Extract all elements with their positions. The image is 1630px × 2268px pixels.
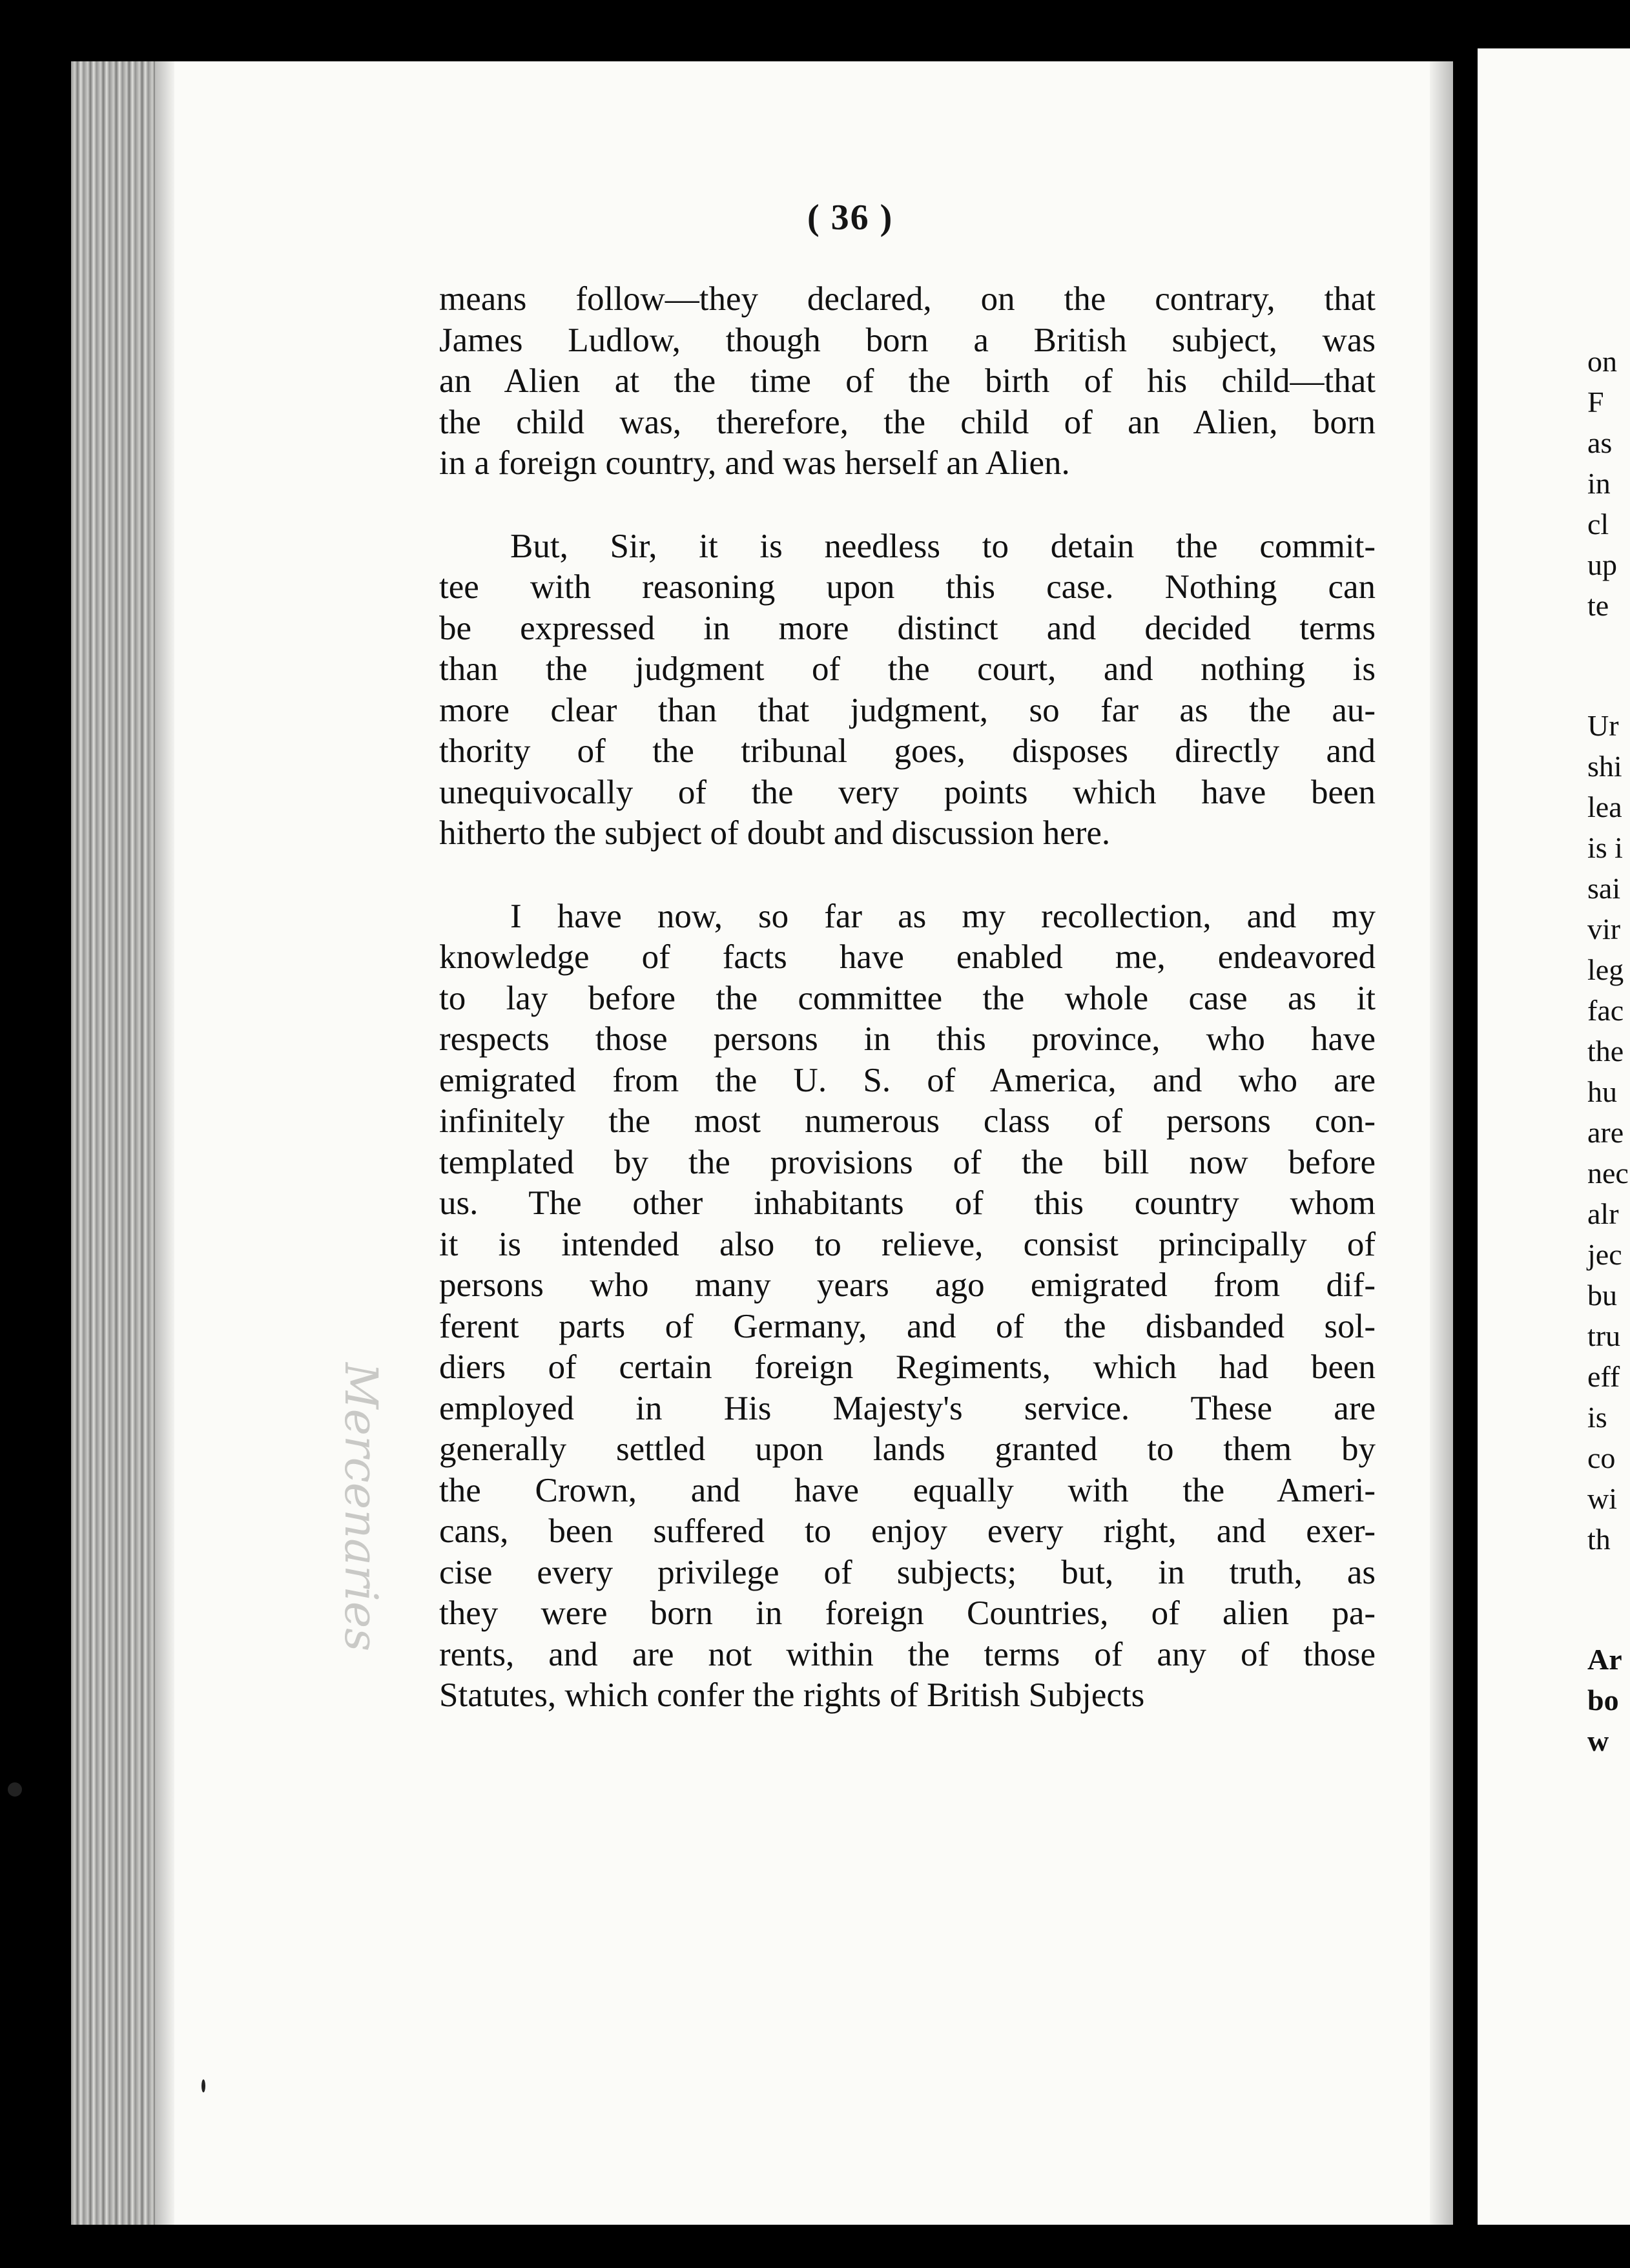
facing-fragment: alr: [1587, 1197, 1619, 1230]
text-line: us. The other inhabitants of this country whom: [439, 1184, 1376, 1222]
text-line: rents, and are not within the terms of any of those: [439, 1635, 1376, 1673]
facing-fragment: nec: [1587, 1157, 1629, 1190]
text-line: diers of certain foreign Regiments, which had been: [439, 1348, 1376, 1386]
facing-page: [1478, 48, 1630, 2225]
text-line: the Crown, and have equally with the Ameri-: [439, 1471, 1376, 1509]
facing-fragment: sai: [1587, 872, 1621, 905]
text-line: ferent parts of Germany, and of the disbanded sol-: [439, 1307, 1376, 1345]
scan-dust-speck: [201, 2079, 205, 2092]
text-line: the child was, therefore, the child of an Alien, born: [439, 403, 1376, 441]
scan-dust-speck: [8, 1782, 22, 1797]
facing-fragment: th: [1587, 1523, 1611, 1556]
text-line: templated by the provisions of the bill now before: [439, 1143, 1376, 1181]
text-line: thority of the tribunal goes, disposes directly and: [439, 732, 1376, 770]
text-line: But, Sir, it is needless to detain the commit-: [510, 527, 1376, 565]
facing-fragment: hu: [1587, 1075, 1617, 1108]
page-edge-shadow: [1430, 61, 1453, 2225]
text-line: in a foreign country, and was herself an Alien.: [439, 444, 1070, 482]
text-line: an Alien at the time of the birth of his child—that: [439, 362, 1376, 400]
text-line: generally settled upon lands granted to them by: [439, 1430, 1376, 1468]
text-line: they were born in foreign Countries, of alien pa-: [439, 1594, 1376, 1632]
facing-fragment: bu: [1587, 1279, 1617, 1312]
page-gutter: [71, 61, 155, 2225]
facing-fragment: co: [1587, 1441, 1616, 1474]
gutter-shadow: [155, 61, 174, 2225]
facing-fragment: Ur: [1587, 709, 1619, 742]
facing-fragment: vir: [1587, 912, 1621, 945]
text-line: employed in His Majesty's service. These are: [439, 1389, 1376, 1427]
text-line: hitherto the subject of doubt and discussion here.: [439, 814, 1111, 852]
paragraph-3: [439, 896, 1376, 1716]
facing-fragment: fac: [1587, 994, 1624, 1027]
text-line: tee with reasoning upon this case. Nothing can: [439, 568, 1376, 606]
facing-fragment: leg: [1587, 953, 1624, 986]
facing-fragment: is: [1587, 1401, 1607, 1434]
text-line: persons who many years ago emigrated from dif-: [439, 1266, 1376, 1304]
text-line: be expressed in more distinct and decided terms: [439, 609, 1376, 647]
text-line: cans, been suffered to enjoy every right, and exer-: [439, 1512, 1376, 1550]
facing-fragment: on: [1587, 345, 1617, 378]
facing-fragment: is i: [1587, 831, 1623, 864]
text-line: I have now, so far as my recollection, and my: [510, 897, 1376, 935]
facing-fragment: cl: [1587, 508, 1609, 541]
facing-fragment: the: [1587, 1035, 1624, 1067]
facing-fragment: bo: [1587, 1684, 1619, 1716]
text-line: means follow—they declared, on the contrary, that: [439, 280, 1376, 318]
facing-fragment: jec: [1587, 1238, 1622, 1271]
text-line: than the judgment of the court, and nothing is: [439, 650, 1376, 688]
facing-fragment: F: [1587, 386, 1604, 418]
facing-fragment: in: [1587, 467, 1611, 500]
page-number: ( 36 ): [807, 198, 894, 238]
text-line: more clear than that judgment, so far as the au-: [439, 691, 1376, 729]
facing-fragment: Ar: [1587, 1643, 1622, 1676]
facing-fragment: wi: [1587, 1482, 1617, 1515]
text-line: knowledge of facts have enabled me, endeavored: [439, 938, 1376, 976]
facing-fragment: are: [1587, 1116, 1624, 1149]
paragraph-1: [439, 279, 1376, 484]
facing-fragment: eff: [1587, 1360, 1620, 1393]
facing-fragment: as: [1587, 426, 1613, 459]
text-line: cise every privilege of subjects; but, in truth, as: [439, 1553, 1376, 1591]
text-line: it is intended also to relieve, consist principally of: [439, 1225, 1376, 1263]
pencil-marginal-note: [0, 1363, 387, 1414]
paragraph-2: [439, 526, 1376, 854]
facing-fragment: lea: [1587, 790, 1622, 823]
text-line: to lay before the committee the whole case as it: [439, 979, 1376, 1017]
text-line: emigrated from the U. S. of America, and who are: [439, 1061, 1376, 1099]
page-body-text: [439, 279, 1376, 1758]
text-line: James Ludlow, though born a British subject, was: [439, 321, 1376, 359]
text-line: unequivocally of the very points which have been: [439, 773, 1376, 811]
text-line: respects those persons in this province, who have: [439, 1020, 1376, 1058]
text-line: infinitely the most numerous class of persons con-: [439, 1102, 1376, 1140]
facing-fragment: te: [1587, 589, 1609, 622]
facing-fragment: w: [1587, 1724, 1609, 1757]
facing-fragment: tru: [1587, 1319, 1621, 1352]
text-line: Statutes, which confer the rights of British Subjects: [439, 1676, 1145, 1714]
facing-fragment: shi: [1587, 750, 1622, 783]
facing-fragment: up: [1587, 548, 1617, 581]
